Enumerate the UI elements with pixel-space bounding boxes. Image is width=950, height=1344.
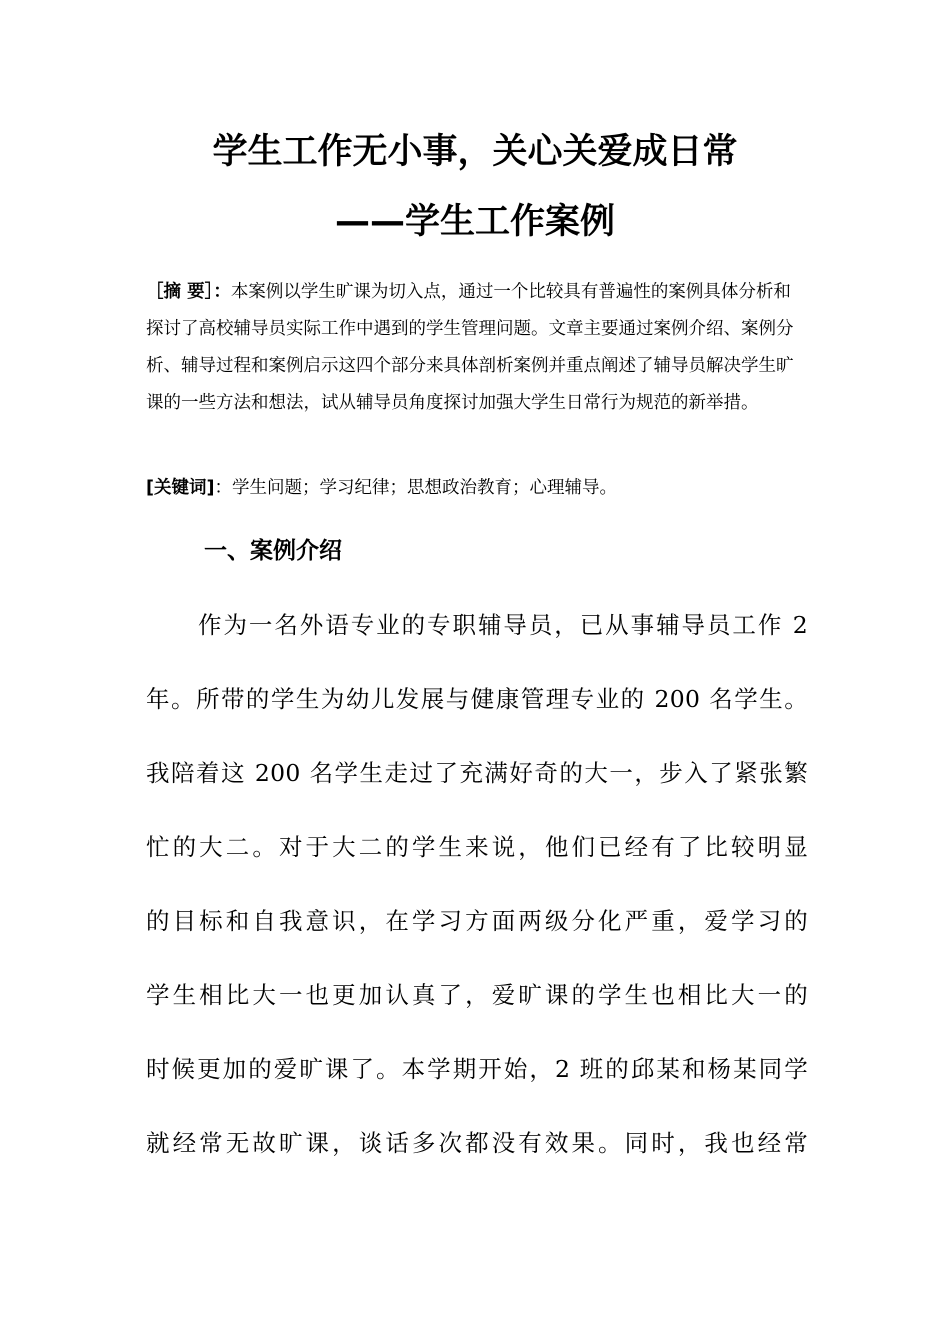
keywords-paragraph [146,470,806,507]
abstract-text: 本案例以学生旷课为切入点，通过一个比较具有普遍性的案例具体分析和探讨了高校辅导员实际工作中遇到的学生管理问题。文章主要通过案例介绍、案例分析、辅导过程和案例启示这四个部分来具体剖析案例并重点阐述了辅导员解决学生旷课的一些方法和想法，试从辅导员角度探讨加强大学生日常行为规范的新举措。 [146,282,794,413]
section-body [146,588,808,1180]
keywords-tag: [关键词] [146,478,215,498]
body-line: 忙的大二。对于大二的学生来说，他们已经有了比较明显 [146,833,808,861]
body-line: 学生相比大一也更加认真了，爱旷课的学生也相比大一的 [146,981,808,1009]
body-line: 就经常无故旷课，谈话多次都没有效果。同时，我也经常 [146,1129,808,1157]
body-line: 作为一名外语专业的专职辅导员，已从事辅导员工作 2 [198,611,808,639]
section-heading: 一、案例介绍 [204,538,342,564]
body-line: 的目标和自我意识，在学习方面两级分化严重，爱学习的 [146,907,808,935]
document-title: 学生工作无小事，关心关爱成日常 [212,132,738,172]
body-line: 我陪着这 200 名学生走过了充满好奇的大一，步入了紧张繁 [146,759,808,787]
abstract-tag: ［摘 要］： [146,282,231,302]
body-line: 年。所带的学生为幼儿发展与健康管理专业的 200 名学生。 [146,685,808,713]
document-subtitle: ——学生工作案例 [334,202,615,242]
abstract-paragraph [146,274,806,422]
body-line: 时候更加的爱旷课了。本学期开始，2 班的邱某和杨某同学 [146,1055,808,1083]
keywords-text: ：学生问题；学习纪律；思想政治教育；心理辅导。 [214,478,617,498]
